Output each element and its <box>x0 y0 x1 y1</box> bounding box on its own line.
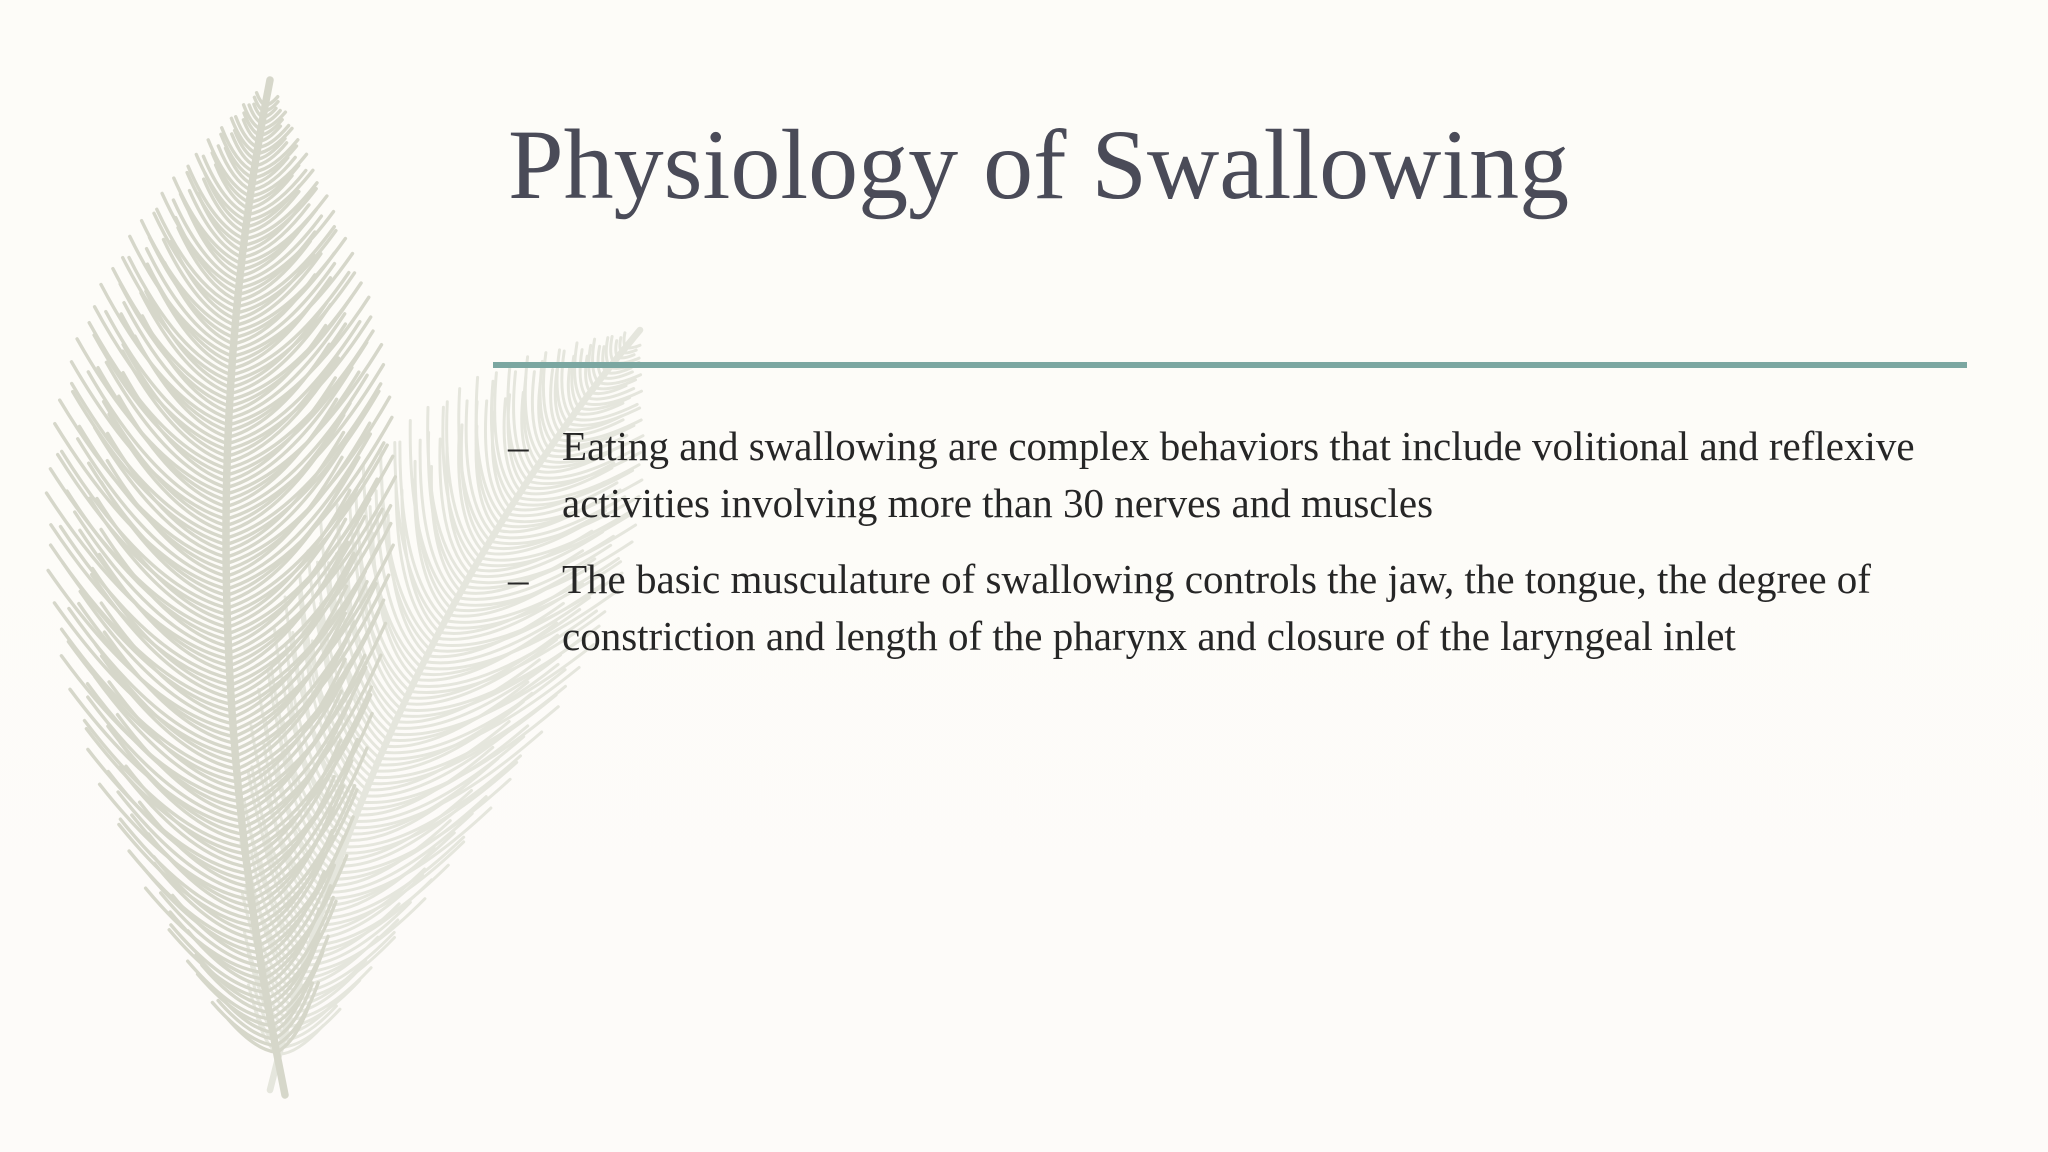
bullet-item <box>508 418 1978 532</box>
title-divider <box>493 362 1967 368</box>
bullet-list <box>508 418 1978 684</box>
bullet-text: Eating and swallowing are complex behaviors that include volitional and reflexive activities involving more than 30 nerves and muscles <box>562 423 1915 526</box>
bullet-dash: – <box>508 556 529 602</box>
bullet-item <box>508 551 1978 665</box>
slide-title: Physiology of Swallowing <box>508 109 1570 220</box>
bullet-text: The basic musculature of swallowing controls the jaw, the tongue, the degree of constriction and length of the pharynx and closure of the laryngeal inlet <box>562 556 1871 659</box>
bullet-dash: – <box>508 423 529 469</box>
